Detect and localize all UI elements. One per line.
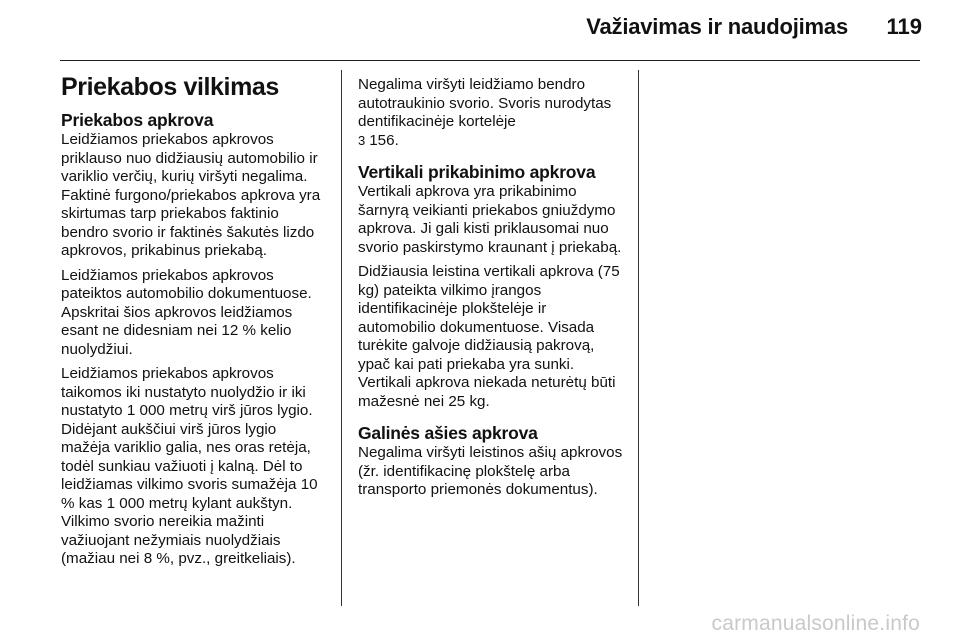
subheading-vertical-load: Vertikali prikabinimo apkrova [358, 162, 596, 182]
subheading-trailer-load: Priekabos apkrova [61, 110, 214, 130]
paragraph-gross-weight [358, 76, 626, 150]
subheading-rear-axle-load: Galinės ašies apkrova [358, 423, 538, 443]
paragraph-trailer-load-1: Leidžiamos priekabos apkrovos priklauso nuo didžiausių automobilio ir variklio verčių, kurių viršyti negalima. Faktinė furgono/priekabos apkrova yra skirtumas tarp priekabos faktinio bendro svorio ir faktinės šakutės lizdo apkrovos, prikabinus priekabą. [61, 131, 321, 259]
paragraph-rear-axle-load: Negalima viršyti leistinos ašių apkrovos (žr. identifikacinę plokštelę arba transporto priemonės dokumentus). [358, 444, 623, 498]
running-header-title: Važiavimas ir naudojimas [586, 14, 848, 39]
header-rule [60, 60, 920, 61]
section-title: Priekabos vilkimas [61, 73, 279, 101]
paragraph-trailer-load-2: Leidžiamos priekabos apkrovos pateiktos automobilio dokumentuose. Apskritai šios apkrovos leidžiamos esant ne didesniam nei 12 % kelio nuolydžiui. [61, 266, 312, 358]
paragraph-vertical-load-1: Vertikali apkrova yra prikabinimo šarnyrą veikianti priekabos gniuždymo apkrova. Ji gali kisti priklausomai nuo svorio paskirstymo kraunant į priekabą. [358, 183, 622, 256]
column-divider-right [638, 70, 639, 606]
middle-column [358, 76, 626, 506]
paragraph-trailer-load-3: Leidžiamos priekabos apkrovos taikomos iki nustatyto nuolydžio ir iki nustatyto 1 000 metrų virš jūros lygio. Didėjant aukščiui virš jūros lygio mažėja variklio galia, nes oras retėja, todėl sunkiau važiuoti į kalną. Dėl to leidžiamas vilkimo svoris sumažėja 10 % kas 1 000 metrų kylant aukštyn. Vilkimo svorio nereikia mažinti važiuojant nežymiais nuolydžiais (mažiau nei 8 %, pvz., greitkeliais). [61, 365, 318, 567]
gross-weight-text: Negalima viršyti leidžiamo bendro autotraukinio svorio. Svoris nurodytas dentifikacinėje kortelėje [358, 76, 612, 130]
page-reference-arrow-icon: 3 [358, 132, 366, 148]
page-reference-link[interactable]: 156. [369, 131, 399, 149]
watermark-text: carmanualsonline.info [711, 612, 920, 635]
column-divider-left [341, 70, 342, 606]
paragraph-vertical-load-2: Didžiausia leistina vertikali apkrova (75 kg) pateikta vilkimo įrangos identifikacinėje plokštelėje ir automobilio dokumentuose. Visada turėkite galvoje didžiausią pakrovą, ypač kai pati priekaba yra sunki. Vertikali apkrova niekada neturėtų būti mažesnė nei 25 kg. [358, 263, 620, 410]
left-column [61, 72, 329, 575]
page-number: 119 [886, 14, 922, 39]
